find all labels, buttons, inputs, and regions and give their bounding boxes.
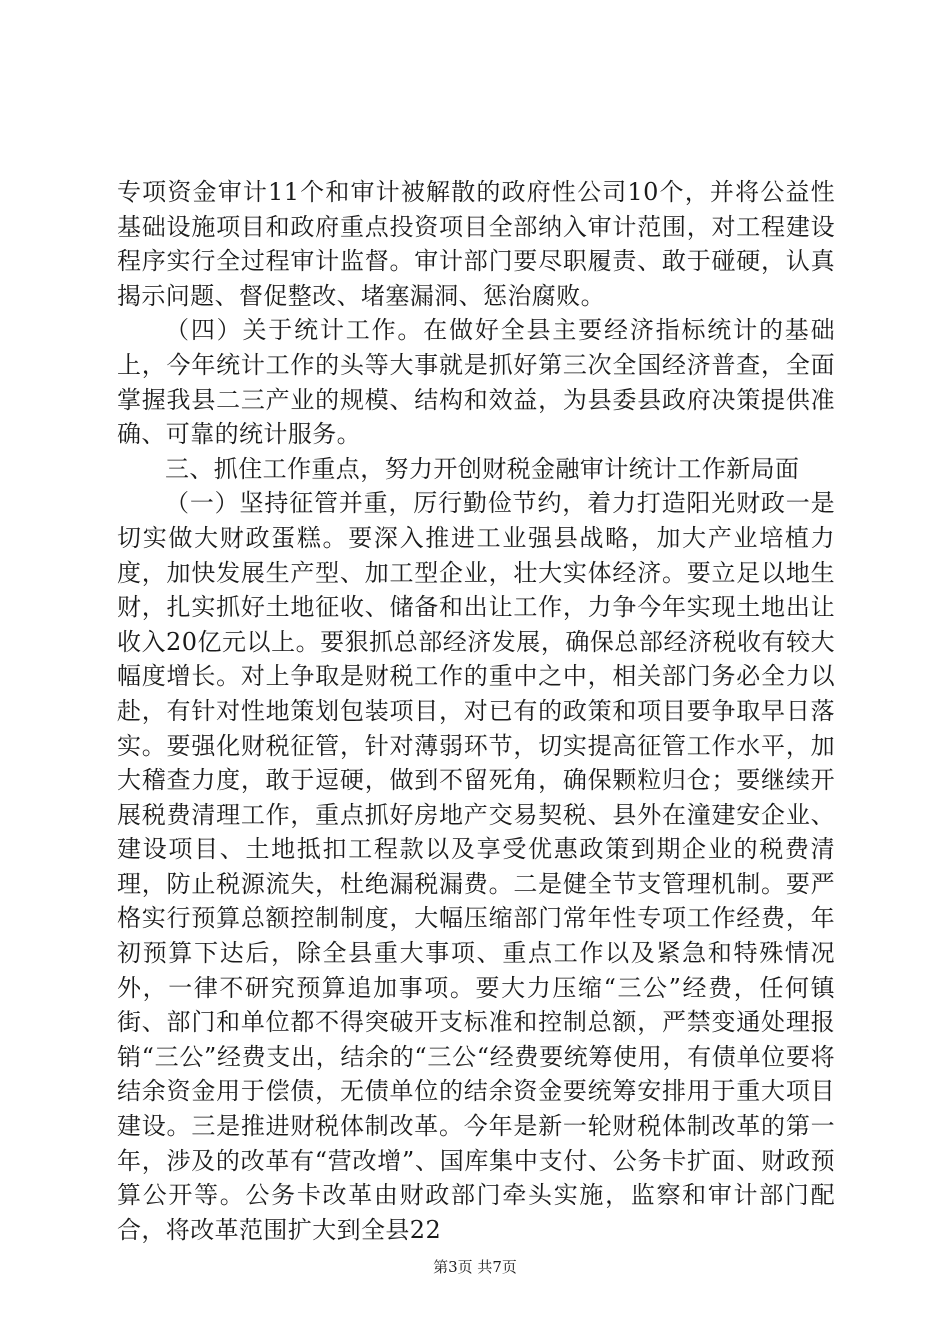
paragraph-audit-continuation: 专项资金审计11个和审计被解散的政府性公司10个，并将公益性基础设施项目和政府重点投资项目全部纳入审计范围，对工程建设程序实行全过程审计监督。审计部门要尽职履责、敢于碰硬，认真揭示问题、督促整改、堵塞漏洞、惩治腐败。 — [117, 178, 835, 310]
paragraph-statistics-work: （四）关于统计工作。在做好全县主要经济指标统计的基础上，今年统计工作的头等大事就是抓好第三次全国经济普查，全面掌握我县二三产业的规模、结构和效益，为县委县政府决策提供准确、可靠的统计服务。 — [117, 316, 835, 449]
document-body — [117, 175, 835, 1247]
section-heading-three: 三、抓住工作重点，努力开创财税金融审计统计工作新局面 — [165, 454, 800, 483]
page-footer: 第3页 共7页 — [433, 1258, 517, 1276]
paragraph-fiscal-management: （一）坚持征管并重，厉行勤俭节约，着力打造阳光财政一是切实做大财政蛋糕。要深入推进工业强县战略，加大产业培植力度，加快发展生产型、加工型企业，壮大实体经济。要立足以地生财，扎实抓好土地征收、储备和出让工作，力争今年实现土地出让收入20亿元以上。要狠抓总部经济发展，确保总部经济税收有较大幅度增长。对上争取是财税工作的重中之中，相关部门务必全力以赴，有针对性地策划包装项目，对已有的政策和项目要争取早日落实。要强化财税征管，针对薄弱环节，切实提高征管工作水平，加大稽查力度，敢于逗硬，做到不留死角，确保颗粒归仓；要继续开展税费清理工作，重点抓好房地产交易契税、县外在潼建安企业、建设项目、土地抵扣工程款以及享受优惠政策到期企业的税费清理，防止税源流失，杜绝漏税漏费。二是健全节支管理机制。要严格实行预算总额控制制度，大幅压缩部门常年性专项工作经费，年初预算下达后，除全县重大事项、重点工作以及紧急和特殊情况外，一律不研究预算追加事项。要大力压缩“三公”经费，任何镇街、部门和单位都不得突破开支标准和控制总额，严禁变通处理报销“三公”经费支出，结余的“三公“经费要统筹使用，有债单位要将结余资金用于偿债，无债单位的结余资金要统筹安排用于重大项目建设。三是推进财税体制改革。今年是新一轮财税体制改革的第一年，涉及的改革有“营改增”、国库集中支付、公务卡扩面、财政预算公开等。公务卡改革由财政部门牵头实施，监察和审计部门配合，将改革范围扩大到全县22 — [117, 489, 835, 1244]
